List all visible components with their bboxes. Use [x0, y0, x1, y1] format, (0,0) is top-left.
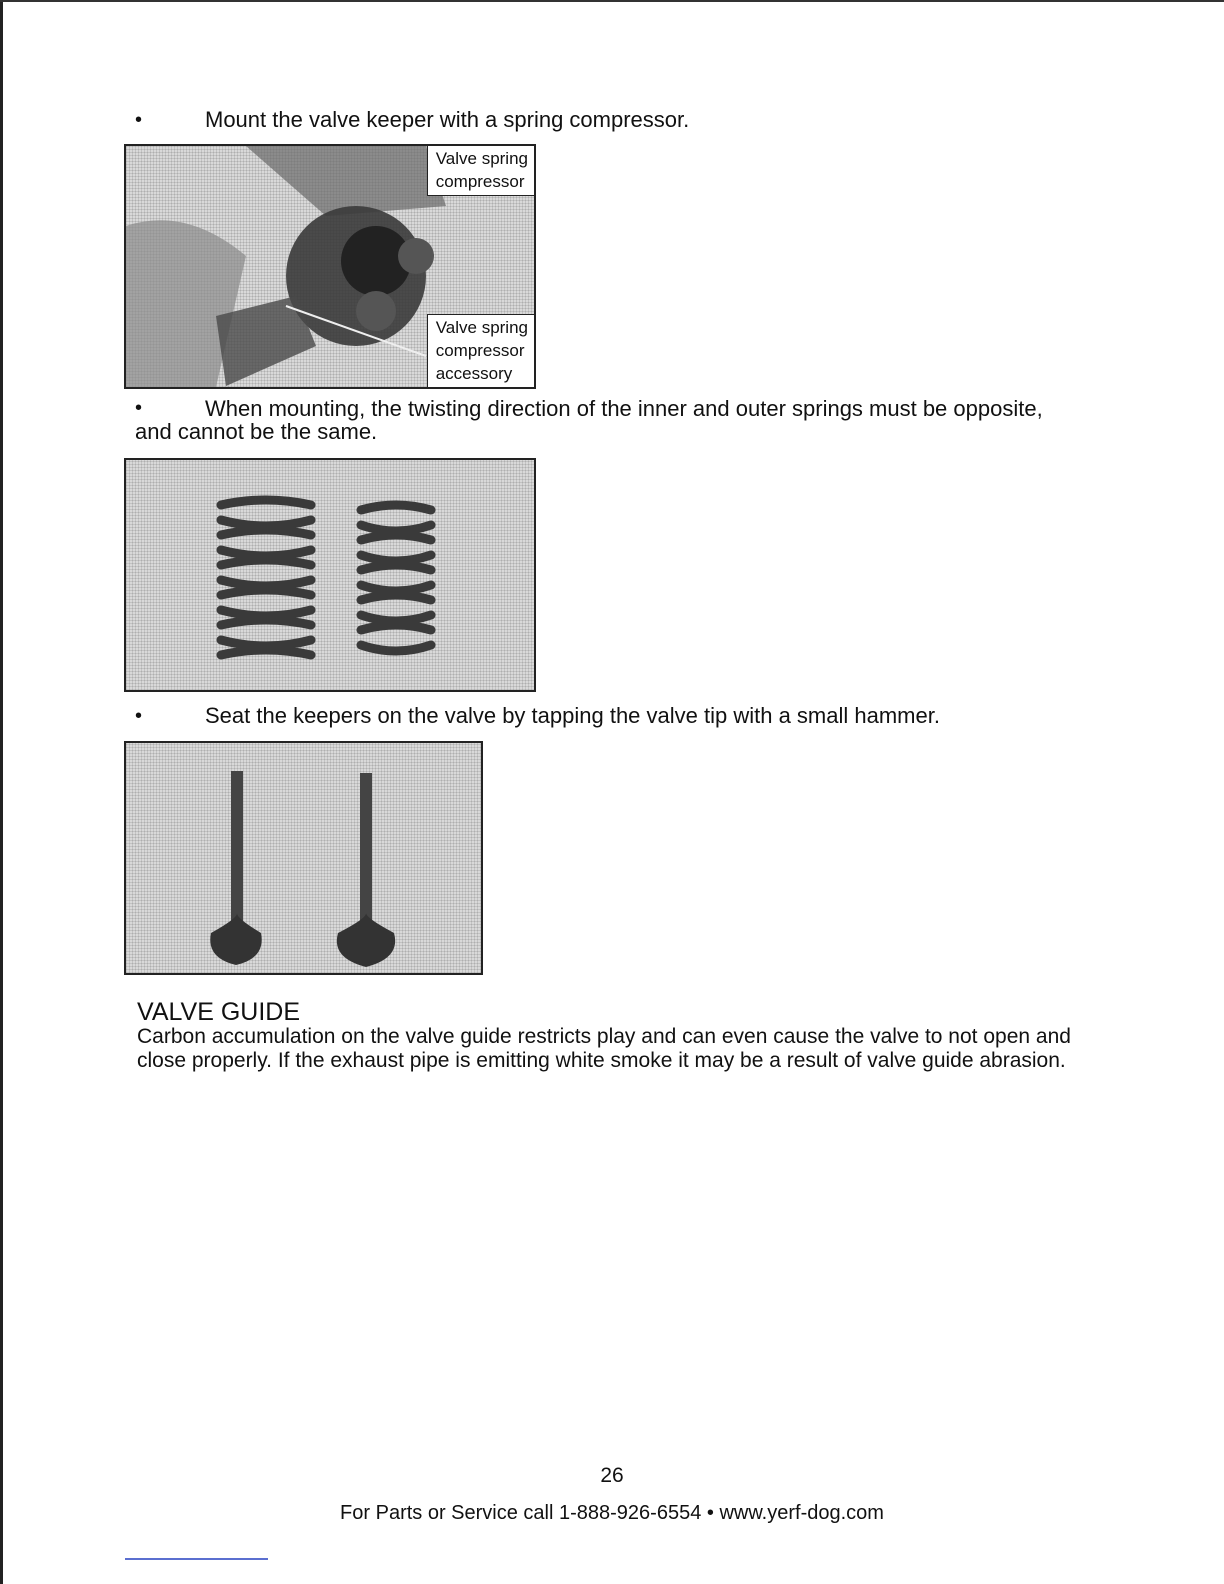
footer-contact: For Parts or Service call 1-888-926-6554 • www.yerf-dog.com	[340, 1502, 884, 1524]
callout-bottom-line-2: compressor	[435, 341, 525, 360]
callout-valve-spring-compressor	[427, 146, 534, 196]
step-3-text: Seat the keepers on the valve by tapping the valve tip with a small hammer.	[205, 703, 940, 728]
scan-border-top	[0, 0, 1224, 2]
footer-rule	[125, 1558, 268, 1560]
section-paragraph-valve-guide: Carbon accumulation on the valve guide restricts play and can even cause the valve to not open and close properly. If the exhaust pipe is emitting white smoke it may be a result of valve guide abrasion.	[137, 1025, 1071, 1072]
callout-compressor-accessory	[427, 314, 534, 387]
section-heading-valve-guide: VALVE GUIDE	[137, 998, 301, 1026]
bullet-1: •	[135, 109, 143, 131]
step-2-text-line-1: When mounting, the twisting direction of the inner and outer springs must be opposite,	[205, 396, 1043, 421]
bullet-3: •	[135, 705, 143, 727]
figure-springs-photo	[124, 458, 536, 692]
figure-valves-photo	[124, 741, 483, 975]
step-1-text: Mount the valve keeper with a spring compressor.	[205, 107, 690, 132]
callout-bottom-line-1: Valve spring	[435, 318, 528, 337]
springs-illustration	[126, 460, 534, 690]
figure-spring-compressor-photo	[124, 144, 536, 389]
valves-illustration	[126, 743, 481, 973]
scan-border-left	[0, 0, 3, 1584]
callout-top-line-1: Valve spring	[435, 149, 528, 168]
step-2-text-line-2: and cannot be the same.	[135, 419, 378, 444]
callout-bottom-line-3: accessory	[435, 364, 513, 383]
bullet-2: •	[135, 397, 143, 419]
page-number: 26	[600, 1464, 624, 1487]
callout-top-line-2: compressor	[435, 172, 525, 191]
